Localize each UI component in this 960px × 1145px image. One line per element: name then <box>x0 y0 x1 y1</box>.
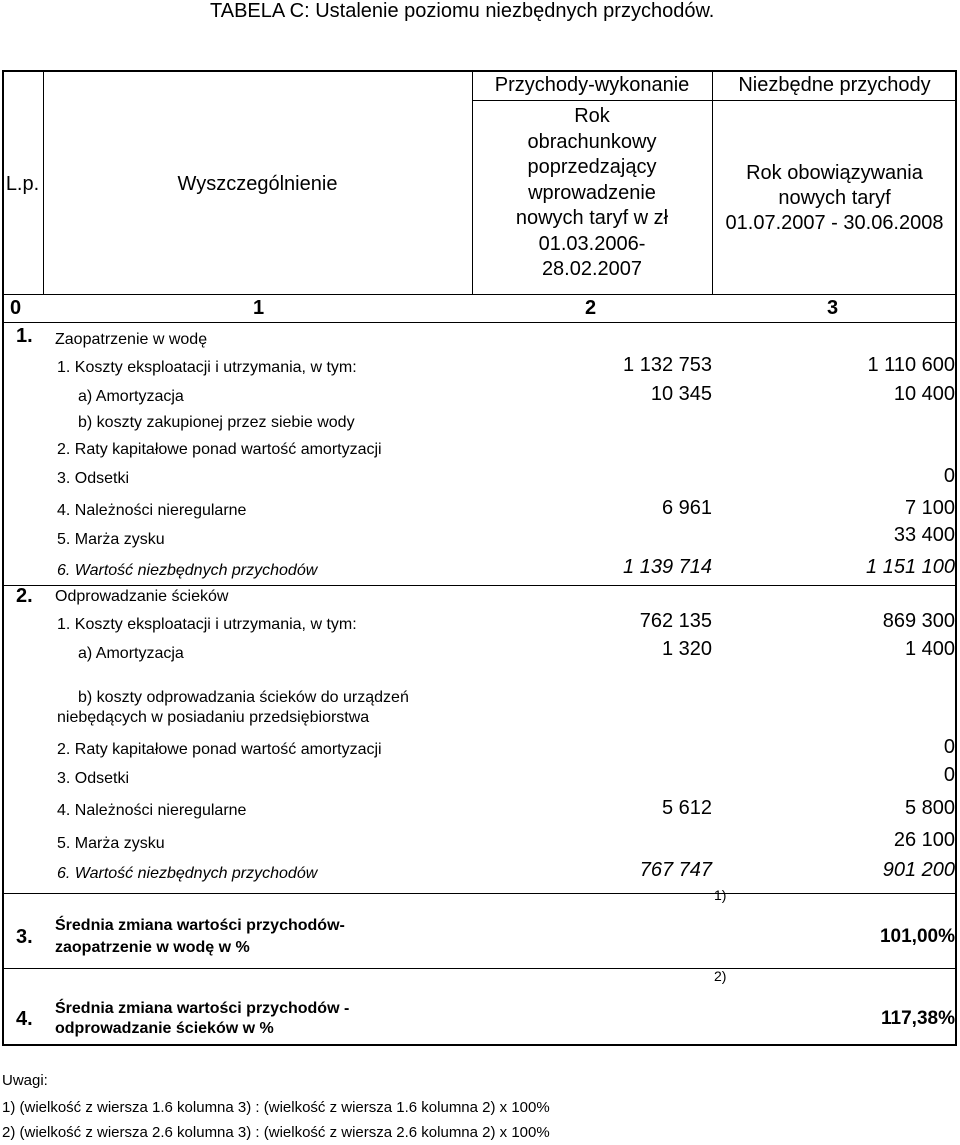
cell-c2: 6 961 <box>661 497 712 519</box>
section1-no: 1. <box>16 325 33 347</box>
cell-c3: 5 800 <box>904 797 955 819</box>
row-label: 3. Odsetki <box>57 470 130 487</box>
cell-c3: 1 110 600 <box>867 354 955 376</box>
header-wykonanie-sub: Rok obrachunkowy poprzedzający wprowadzenie nowych taryf w zł 01.03.2006- 28.02.2007 <box>515 105 669 280</box>
cell-c2: 1 132 753 <box>623 354 712 376</box>
header-niezbedne-sub: Rok obowiązywania nowych taryf 01.07.2007 - 30.06.2008 <box>725 162 944 234</box>
row-label-cont: niebędących w posiadaniu przedsiębiorstwa <box>57 709 370 726</box>
section4-label-cont: odprowadzanie ścieków w % <box>55 1020 274 1037</box>
row-label: 5. Marża zysku <box>57 531 165 548</box>
cell-c2: 762 135 <box>639 610 712 632</box>
row-label: a) Amortyzacja <box>78 645 184 662</box>
divider <box>2 322 957 323</box>
cell-c3: 0 <box>943 736 955 758</box>
cell-c3: 901 200 <box>882 859 955 881</box>
section3-value: 101,00% <box>879 926 955 947</box>
row-label: 5. Marża zysku <box>57 835 165 852</box>
section1-title: Zaopatrzenie w wodę <box>55 331 208 348</box>
section4-value: 117,38% <box>881 1008 955 1029</box>
cell-c3: 26 100 <box>893 829 955 851</box>
cell-c2: 5 612 <box>661 797 712 819</box>
row-label: 4. Należności nieregularne <box>57 502 247 519</box>
header-wykonanie: Przychody-wykonanie <box>494 74 690 96</box>
section4-no: 4. <box>16 1008 33 1030</box>
row-label: 3. Odsetki <box>57 770 130 787</box>
header-lp: L.p. <box>5 173 40 195</box>
cell-c3: 869 300 <box>882 610 955 632</box>
cell-c3: 1 151 100 <box>866 556 955 578</box>
row-label: 2. Raty kapitałowe ponad wartość amortyzacji <box>57 441 382 458</box>
cell-c3: 0 <box>943 764 955 786</box>
col-number-2: 2 <box>585 297 597 319</box>
row-label: b) koszty zakupionej przez siebie wody <box>78 414 355 431</box>
divider <box>2 294 957 295</box>
section3-label: Średnia zmiana wartości przychodów- <box>55 917 345 934</box>
row-label: 2. Raty kapitałowe ponad wartość amortyzacji <box>57 741 382 758</box>
row-label: 4. Należności nieregularne <box>57 802 247 819</box>
cell-c3: 0 <box>943 465 955 487</box>
note-item: 2) (wielkość z wiersza 2.6 kolumna 3) : (wielkość z wiersza 2.6 kolumna 2) x 100% <box>2 1124 550 1141</box>
cell-c2: 767 747 <box>639 859 712 881</box>
cell-c3: 10 400 <box>893 383 955 405</box>
page-title: TABELA C: Ustalenie poziomu niezbędnych przychodów. <box>210 0 715 22</box>
row-label: 6. Wartość niezbędnych przychodów <box>57 562 318 579</box>
row-label: 1. Koszty eksploatacji i utrzymania, w tym: <box>57 359 357 376</box>
notes-heading: Uwagi: <box>2 1072 48 1089</box>
divider <box>472 100 957 101</box>
section4-label: Średnia zmiana wartości przychodów - <box>55 1000 350 1017</box>
cell-c3: 7 100 <box>904 497 955 519</box>
row-label: b) koszty odprowadzania ścieków do urządzeń <box>78 689 409 706</box>
cell-c2: 1 320 <box>661 638 712 660</box>
divider <box>2 585 957 586</box>
cell-c2: 1 139 714 <box>623 556 712 578</box>
footnote-mark: 2) <box>714 968 727 984</box>
header-wyszczegolnienie: Wyszczególnienie <box>177 173 338 195</box>
cell-c3: 1 400 <box>904 638 955 660</box>
row-label: 1. Koszty eksploatacji i utrzymania, w tym: <box>57 616 357 633</box>
col-number-3: 3 <box>827 297 839 319</box>
section3-no: 3. <box>16 926 33 948</box>
header-niezbedne: Niezbędne przychody <box>738 74 931 96</box>
divider <box>2 893 957 894</box>
col-number-1: 1 <box>253 297 265 319</box>
cell-c3: 33 400 <box>893 524 955 546</box>
section2-no: 2. <box>16 585 33 607</box>
section2-title: Odprowadzanie ścieków <box>55 588 229 605</box>
col-number-0: 0 <box>10 297 22 319</box>
footnote-mark: 1) <box>714 887 727 903</box>
row-label: a) Amortyzacja <box>78 388 184 405</box>
cell-c2: 10 345 <box>650 383 712 405</box>
note-item: 1) (wielkość z wiersza 1.6 kolumna 3) : (wielkość z wiersza 1.6 kolumna 2) x 100% <box>2 1099 550 1116</box>
row-label: 6. Wartość niezbędnych przychodów <box>57 865 318 882</box>
divider <box>2 968 957 969</box>
section3-label-cont: zaopatrzenie w wodę w % <box>55 939 250 956</box>
